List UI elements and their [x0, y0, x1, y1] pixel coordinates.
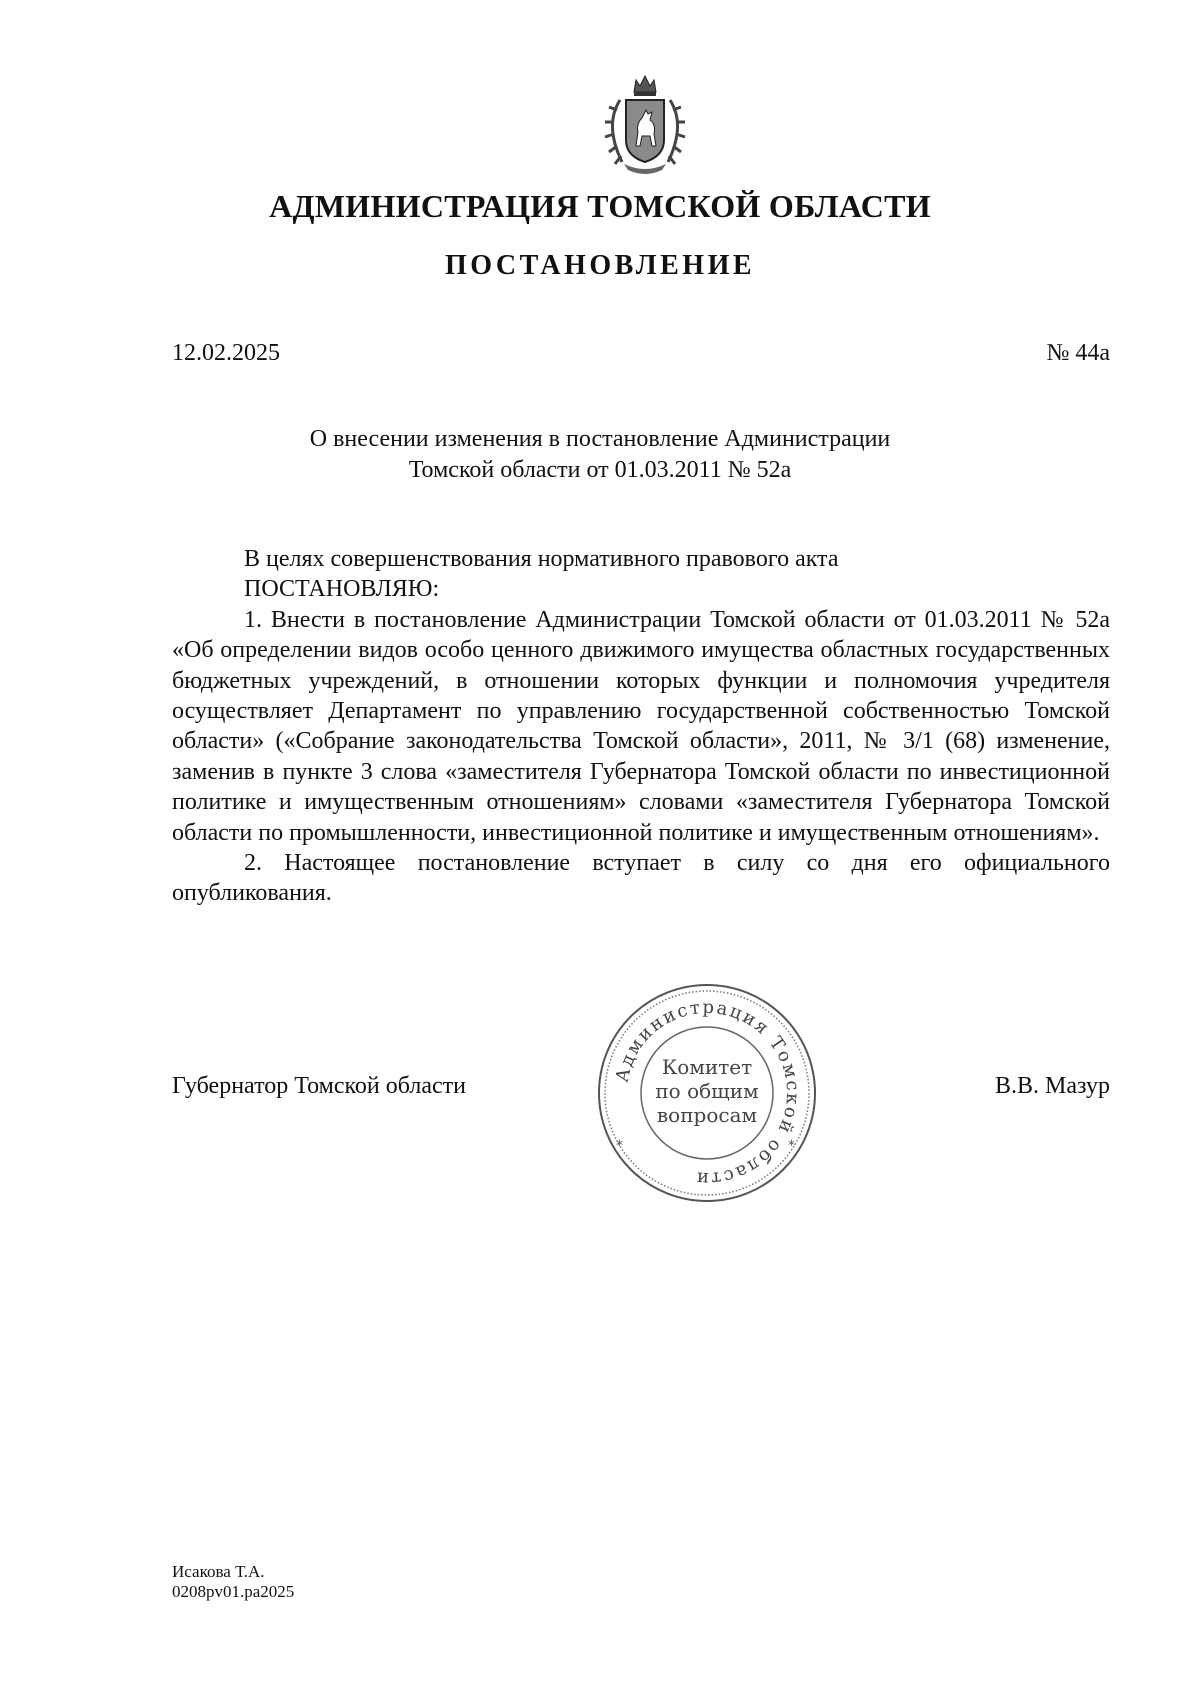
file-code: 0208pv01.pa2025 [172, 1582, 295, 1601]
svg-text:по общим: по общим [655, 1079, 759, 1103]
document-title [0, 424, 1200, 486]
svg-text:вопросам: вопросам [656, 1103, 758, 1127]
clause-2: 2. Настоящее постановление вступает в силу со дня его официального опубликования. [172, 850, 1110, 907]
document-number: № 44а [1046, 340, 1110, 366]
organization-name: АДМИНИСТРАЦИЯ ТОМСКОЙ ОБЛАСТИ [269, 188, 931, 224]
clause-1: 1. Внести в постановление Администрации Томской области от 01.03.2011 № 52а «Об определении видов особо ценного движимого имущества областных государственных бюджетных учреждений, в отношении которых функции и полномочия учредителя осуществляет Департамент по управлению государственной собственностью Томской области» («Собрание законодательства Томской области», 2011, № 3/1 (68) изменение, заменив в пункте 3 слова «заместителя Губернатора Томской области по инвестиционной политике и имущественным отношениям» словами «заместителя Губернатора Томской области по промышленности, инвестиционной политике и имущественным отношениям». [172, 606, 1110, 846]
svg-text:Администрация Томской области: Администрация Томской области [611, 996, 804, 1190]
document-type: ПОСТАНОВЛЕНИЕ [444, 250, 756, 281]
document-date: 12.02.2025 [172, 340, 280, 366]
svg-text:*: * [788, 1138, 795, 1154]
resolution-word: ПОСТАНОВЛЯЮ: [244, 576, 440, 603]
executor-footer [172, 1562, 294, 1602]
document-title-line-2: Томской области от 01.03.2011 № 52а [408, 457, 792, 483]
executor-name: Исакова Т.А. [172, 1562, 265, 1581]
signer-position: Губернатор Томской области [172, 1073, 466, 1099]
document-body [172, 544, 1110, 909]
preamble: В целях совершенствования нормативного правового акта [244, 546, 839, 572]
document-title-line-1: О внесении изменения в постановление Администрации [309, 426, 891, 452]
signer-name: В.В. Мазур [995, 1073, 1110, 1099]
svg-text:Комитет: Комитет [661, 1055, 753, 1079]
tomsk-region-coat-of-arms-icon [590, 70, 700, 180]
svg-text:*: * [616, 1138, 623, 1154]
official-seal-stamp [592, 978, 822, 1208]
